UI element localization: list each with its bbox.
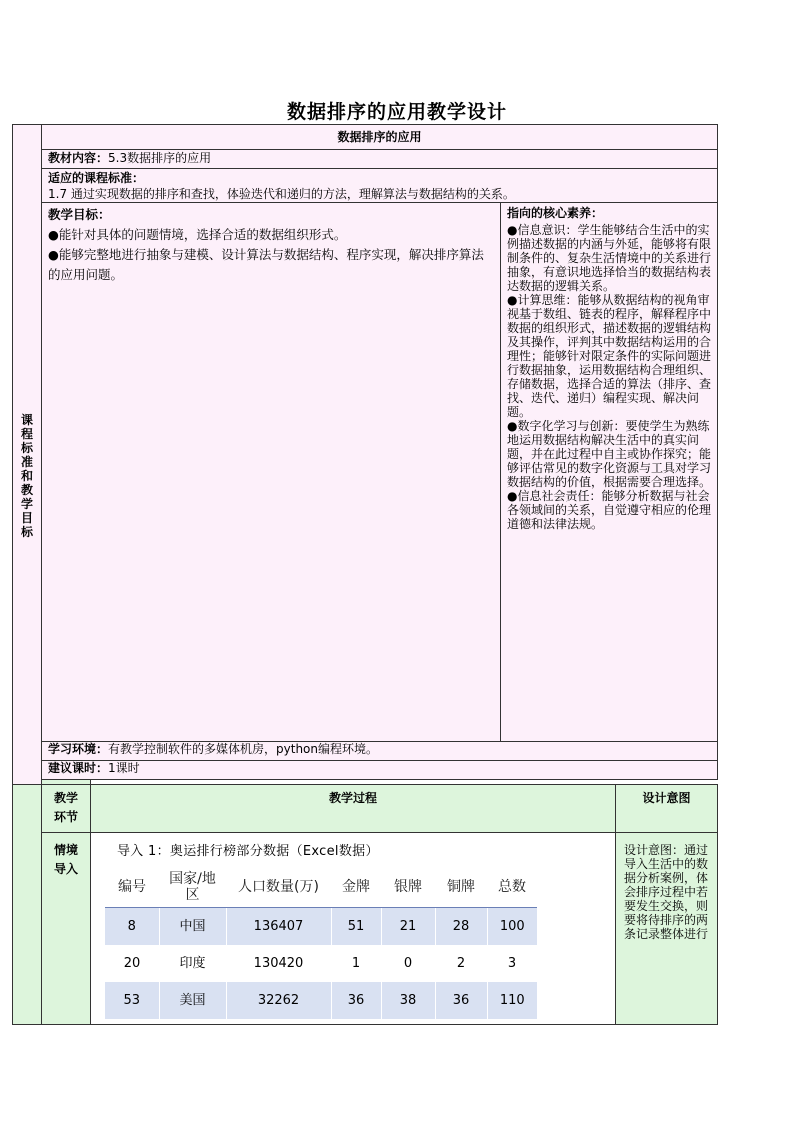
- column-header: 金牌: [331, 867, 381, 908]
- column-header: 铜牌: [435, 867, 487, 908]
- environment-label: 学习环境：: [48, 742, 109, 756]
- core-item: ●数字化学习与创新：要使学生为熟练地运用数据结构解决生活中的真实问题，并在此过程中自主或协作探究；能够评估常见的数字化资源与工具对学习数据结构的价值，根据需要合理选择。: [507, 419, 712, 489]
- table-cell: 3: [507, 955, 517, 971]
- textbook-row: [42, 150, 718, 169]
- table-cell: 32262: [226, 982, 331, 1019]
- table-cell: 136407: [226, 908, 331, 946]
- table-cell: 51: [331, 908, 381, 946]
- goal-item: ●能针对具体的问题情境，选择合适的数据组织形式。: [48, 227, 347, 242]
- hours-row: [42, 761, 718, 780]
- hours-label: 建议课时：: [48, 761, 109, 775]
- column-header: 人口数量(万): [226, 867, 331, 908]
- table-cell: 130420: [253, 955, 304, 971]
- lesson-design-table: [12, 124, 718, 828]
- table-cell: 100: [487, 908, 537, 946]
- environment-value: 有教学控制软件的多媒体机房，python编程环境。: [108, 742, 378, 756]
- standard-value: 1.7 通过实现数据的排序和查找，体验迭代和递归的方法，理解算法与数据结构的关系。: [48, 187, 515, 201]
- section-label-standards: [13, 125, 42, 828]
- stage-name-text: 情境 导入: [53, 843, 78, 876]
- table-cell: 36: [435, 982, 487, 1019]
- process-table: [12, 784, 718, 1025]
- data-table-header: [105, 867, 537, 908]
- table-cell: 53: [105, 982, 159, 1019]
- table-cell: 中国: [159, 908, 226, 946]
- table-cell: 21: [381, 908, 435, 946]
- table-row: [105, 982, 537, 1019]
- core-item: ●信息社会责任：能够分析数据与社会各领域间的关系，自觉遵守相应的伦理道德和法律法规。: [507, 489, 712, 531]
- column-header: 编号: [105, 867, 159, 908]
- table-cell: 28: [435, 908, 487, 946]
- design-intent: 设计意图：通过导入生活中的数据分析案例，体会排序过程中若要发生交换，则要将待排序的两条记录整体进行: [616, 833, 718, 1025]
- lesson-title: 数据排序的应用: [42, 125, 718, 150]
- table-cell: 38: [381, 982, 435, 1019]
- column-header: 总数: [487, 867, 537, 908]
- core-literacy-cell: [501, 203, 718, 742]
- hours-value: 1课时: [108, 761, 140, 775]
- table-cell: 110: [487, 982, 537, 1019]
- goal-item: ●能够完整地进行抽象与建模、设计算法与数据结构、程序实现，解决排序算法的应用问题。: [48, 247, 484, 282]
- table-row: [105, 945, 537, 982]
- process-side-cell: [13, 785, 42, 1025]
- intro-title: 导入 1：奥运排行榜部分数据（Excel数据）: [117, 844, 379, 859]
- table-cell: 8: [105, 908, 159, 946]
- stage-header: [42, 785, 91, 833]
- table-cell: 2: [456, 955, 466, 971]
- intent-header: 设计意图: [616, 785, 718, 833]
- process-content: [91, 833, 616, 1025]
- core-label: 指向的核心素养：: [507, 206, 604, 220]
- teaching-goals-cell: [42, 203, 501, 742]
- core-item: ●信息意识：学生能够结合生活中的实例描述数据的内涵与外延，能够将有限制条件的、复杂生活情境中的关系进行抽象，有意识地选择恰当的数据结构表达数据的逻辑关系。: [507, 223, 712, 293]
- core-item: ●计算思维：能够从数据结构的视角审视基于数组、链表的程序，解释程序中数据的组织形式，描述数据的逻辑结构及其操作，评判其中数据结构运用的合理性；能够针对限定条件的实际问题进行数据抽象，运用数据结构合理组织、存储数据，选择合适的算法（排序、查找、迭代、递归）编程实现、解决问题。: [507, 293, 712, 419]
- table-cell: 1: [351, 955, 361, 971]
- textbook-value: 5.3数据排序的应用: [108, 151, 212, 165]
- process-header: 教学过程: [91, 785, 616, 833]
- table-cell: 0: [403, 955, 413, 971]
- table-row: [105, 908, 537, 946]
- column-header: 国家/地区: [159, 867, 226, 908]
- table-cell: 20: [123, 955, 141, 971]
- table-cell: 印度: [179, 955, 206, 971]
- olympics-data-table: [105, 867, 537, 1019]
- environment-row: [42, 742, 718, 761]
- stage-name: [42, 833, 91, 1025]
- document-title: 数据排序的应用教学设计: [286, 101, 507, 123]
- stage-header-text: 教学 环节: [53, 791, 78, 824]
- table-cell: 美国: [159, 982, 226, 1019]
- textbook-label: 教材内容：: [48, 151, 109, 165]
- side-label-text: 课 程 标 准 和 教 学 目 标: [20, 413, 33, 539]
- goals-label: 教学目标：: [48, 207, 111, 222]
- standard-label: 适应的课程标准：: [48, 171, 145, 185]
- column-header: 银牌: [381, 867, 435, 908]
- table-cell: 36: [331, 982, 381, 1019]
- standard-row: [42, 169, 718, 203]
